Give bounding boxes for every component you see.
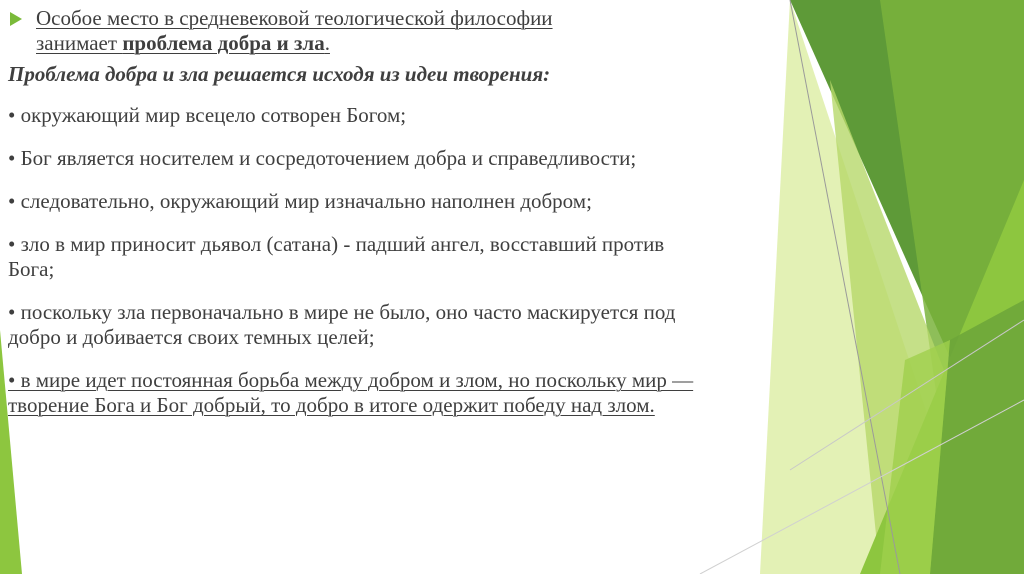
triangle-bullet-icon [10, 12, 22, 26]
item-line-1: • следовательно, окружающий мир изначально наполнен добром; [8, 189, 592, 213]
item-line-1: • Бог является носителем и сосредоточением добра и справедливости; [8, 146, 637, 170]
list-item [8, 146, 858, 171]
intro-prefix: занимает [36, 31, 123, 55]
list-item [8, 368, 858, 418]
slide-content [8, 6, 858, 418]
intro-bullet [8, 6, 858, 56]
list-item [8, 189, 858, 214]
section-heading: Проблема добра и зла решается исходя из идеи творения: [8, 62, 551, 86]
intro-line-2 [36, 31, 858, 56]
list-item [8, 103, 858, 128]
item-line-1: • в мире идет постоянная борьба между добром и злом, но поскольку мир — [8, 368, 694, 392]
list-item [8, 300, 858, 350]
intro-bold: проблема добра и зла [122, 31, 325, 55]
item-line-1: • поскольку зла первоначально в мире не было, оно часто маскируется под [8, 300, 676, 324]
item-line-1: • зло в мир приносит дьявол (сатана) - падший ангел, восставший против [8, 232, 665, 256]
intro-line-1: Особое место в средневековой теологической философии [36, 6, 553, 30]
list-item [8, 232, 858, 282]
intro-suffix: . [324, 31, 330, 55]
item-line-2: Бога; [8, 257, 55, 281]
item-line-1: • окружающий мир всецело сотворен Богом; [8, 103, 407, 127]
item-line-2: творение Бога и Бог добрый, то добро в итоге одержит победу над злом. [8, 393, 655, 417]
item-line-2: добро и добивается своих темных целей; [8, 325, 375, 349]
